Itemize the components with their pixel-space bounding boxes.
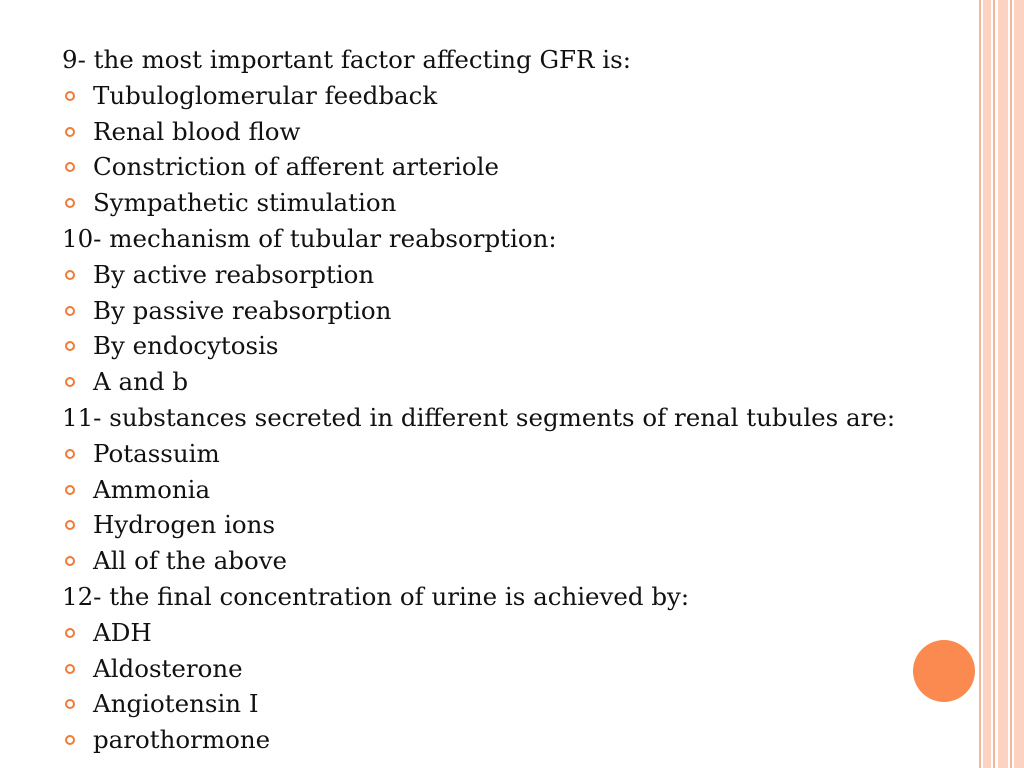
question-title: 10- mechanism of tubular reabsorption:	[62, 223, 557, 253]
decorative-stripe	[983, 0, 991, 768]
decorative-stripe	[1014, 0, 1024, 768]
option-item	[62, 615, 962, 651]
bullet-icon	[65, 91, 75, 101]
bullet-icon	[65, 341, 75, 351]
bullet-icon	[65, 127, 75, 137]
option-label: A and b	[93, 367, 189, 397]
bullet-icon	[65, 699, 75, 709]
option-label: Aldosterone	[93, 653, 243, 683]
decorative-stripe	[998, 0, 1008, 768]
slide-content	[62, 42, 962, 758]
bullet-icon	[65, 485, 75, 495]
option-item	[62, 185, 962, 221]
option-item	[62, 686, 962, 722]
option-label: Sympathetic stimulation	[93, 188, 397, 218]
decorative-stripe	[993, 0, 995, 768]
option-item	[62, 364, 962, 400]
decorative-stripe	[979, 0, 981, 768]
question-title: 11- substances secreted in different segments of renal tubules are:	[62, 402, 896, 432]
option-label: By endocytosis	[93, 331, 279, 361]
option-item	[62, 436, 962, 472]
bullet-icon	[65, 628, 75, 638]
bullet-icon	[65, 664, 75, 674]
question-title: 9- the most important factor affecting GFR is:	[62, 45, 631, 74]
option-item	[62, 328, 962, 364]
option-label: By active reabsorption	[93, 259, 375, 289]
bullet-icon	[65, 449, 75, 459]
option-label: By passive reabsorption	[93, 295, 392, 325]
bullet-icon	[65, 306, 75, 316]
option-item	[62, 114, 962, 150]
option-label: Renal blood flow	[93, 116, 301, 146]
option-label: Angiotensin I	[93, 689, 259, 719]
option-item	[62, 651, 962, 687]
bullet-icon	[65, 270, 75, 280]
option-label: Constriction of afferent arteriole	[93, 152, 499, 182]
option-item	[62, 149, 962, 185]
bullet-icon	[65, 735, 75, 745]
option-item	[62, 507, 962, 543]
option-item	[62, 78, 962, 114]
bullet-icon	[65, 520, 75, 530]
option-label: Hydrogen ions	[93, 510, 276, 540]
option-label: Potassuim	[93, 438, 220, 468]
bullet-icon	[65, 556, 75, 566]
decorative-stripe	[1010, 0, 1012, 768]
bullet-icon	[65, 162, 75, 172]
option-item	[62, 293, 962, 329]
question-title: 12- the final concentration of urine is achieved by:	[62, 581, 690, 611]
option-label: Tubuloglomerular feedback	[93, 80, 438, 110]
option-item	[62, 472, 962, 508]
option-item	[62, 543, 962, 579]
option-item	[62, 722, 962, 758]
option-label: parothormone	[93, 725, 271, 755]
option-label: Ammonia	[93, 474, 211, 504]
option-item	[62, 257, 962, 293]
bullet-icon	[65, 377, 75, 387]
bullet-icon	[65, 198, 75, 208]
option-label: All of the above	[93, 546, 288, 576]
option-label: ADH	[93, 617, 152, 647]
